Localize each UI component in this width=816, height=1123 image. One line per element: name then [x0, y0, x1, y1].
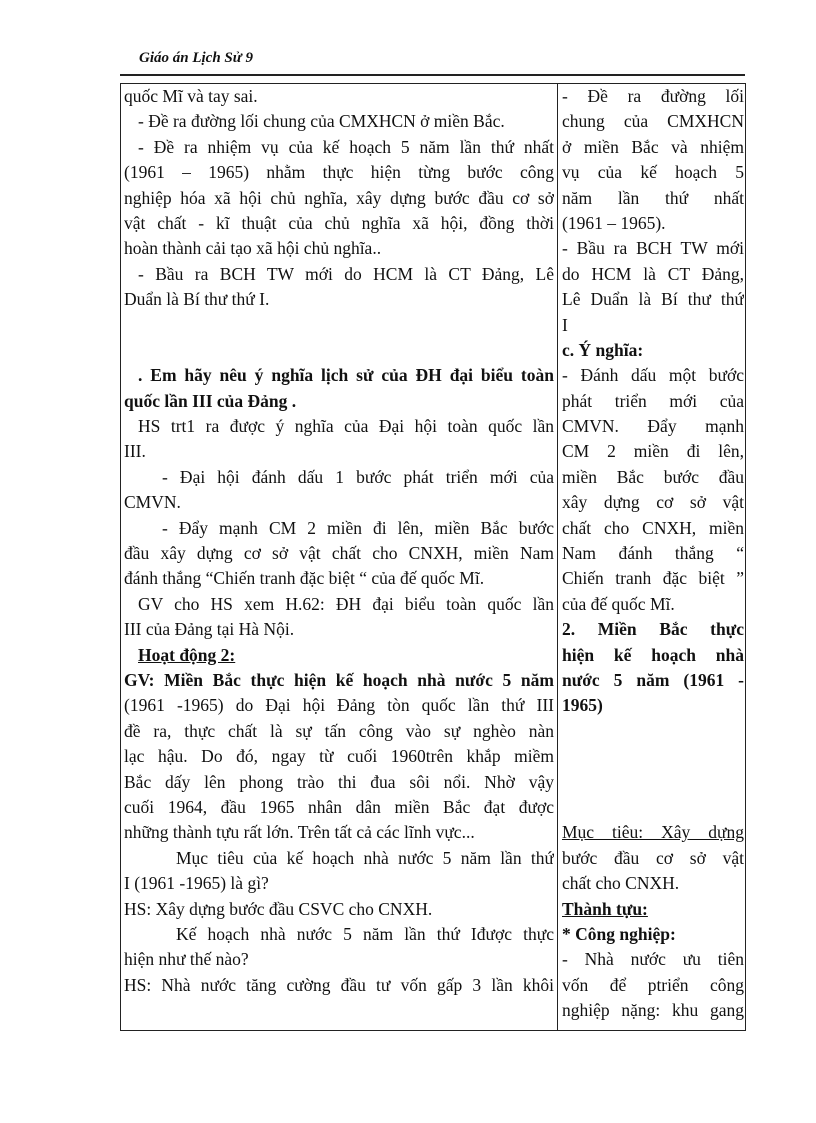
spacer — [124, 338, 554, 363]
question-line: Mục tiêu của kế hoạch nhà nước 5 năm lần thứ — [176, 847, 554, 868]
lesson-table — [120, 83, 746, 1031]
section-heading: hiện kế hoạch nhà — [562, 644, 744, 665]
text-line: lạc hậu. Do đó, ngay từ cuối 1960trên khắp miềm — [124, 746, 554, 767]
text-line: GV: Miền Bắc thực hiện kế hoạch nhà nước 5 năm — [124, 669, 554, 690]
text-line: Chiến tranh đặc biệt ” — [562, 568, 744, 589]
section-heading: nước 5 năm (1961 - — [562, 669, 744, 690]
text-line: cuối 1964, đầu 1965 nhân dân miền Bắc đạt được — [124, 796, 554, 817]
text-line: HS trt1 ra được ý nghĩa của Đại hội toàn quốc lần — [138, 416, 554, 437]
content-column — [562, 84, 744, 1023]
text-line: (1961 -1965) do Đại hội Đảng tòn quốc lần thứ III — [124, 695, 554, 716]
text-line: HS: Xây dựng bước đầu CSVC cho CNXH. — [124, 898, 433, 919]
text-line: chung của CMXHCN — [562, 111, 744, 132]
section-heading: 1965) — [562, 695, 603, 716]
text-line: CMVN. Đẩy mạnh — [562, 416, 744, 437]
text-line: Nam đánh thắng “ — [562, 543, 744, 564]
column-divider — [557, 84, 558, 1030]
header-rule — [120, 74, 745, 76]
text-line: - Nhà nước ưu tiên — [562, 949, 744, 970]
question-line: . Em hãy nêu ý nghĩa lịch sử của ĐH đại biểu toàn — [138, 365, 554, 386]
text-line: những thành tựu rất lớn. Trên tất cả các lĩnh vực... — [124, 822, 475, 843]
question-line: quốc lần III của Đảng . — [124, 390, 297, 411]
text-line: bước đầu cơ sở vật — [562, 847, 744, 868]
text-line: I — [562, 314, 568, 335]
text-line: CM 2 miền đi lên, — [562, 441, 744, 462]
spacer — [562, 795, 744, 820]
text-line: - Đẩy mạnh CM 2 miền đi lên, miền Bắc bước — [162, 517, 554, 538]
text-line: nghiệp nặng: khu gang — [562, 1000, 744, 1021]
text-line: vụ của kế hoạch 5 — [562, 162, 744, 183]
activity-heading: Hoạt động 2: — [138, 644, 236, 665]
text-line: ở miền Bắc và nhiệm — [562, 136, 744, 157]
page-header: Giáo án Lịch Sử 9 — [139, 50, 254, 66]
question-line: I (1961 -1965) là gì? — [124, 873, 269, 894]
text-line: - Bầu ra BCH TW mới — [562, 238, 744, 259]
spacer — [562, 770, 744, 795]
text-line: HS: Nhà nước tăng cường đầu tư vốn gấp 3 lần khôi — [124, 974, 554, 995]
subsection-heading: Thành tựu: — [562, 898, 648, 919]
text-line: - Bầu ra BCH TW mới do HCM là CT Đảng, Lê — [138, 263, 554, 284]
text-line: - Đề ra đường lối — [562, 86, 744, 106]
section-heading: 2. Miền Bắc thực — [562, 619, 744, 640]
text-line: chất cho CNXH, miền — [562, 517, 744, 538]
activities-column — [124, 84, 554, 998]
text-line: năm lần thứ nhất — [562, 187, 744, 208]
text-line: nghiệp hóa xã hội chủ nghĩa, xây dựng bước đầu cơ sở — [124, 187, 554, 208]
text-line: quốc Mĩ và tay sai. — [124, 86, 258, 106]
text-line: III. — [124, 441, 146, 462]
text-line: III của Đảng tại Hà Nội. — [124, 619, 295, 640]
spacer — [124, 313, 554, 338]
subsection-heading: Mục tiêu: Xây dựng — [562, 822, 744, 843]
text-line: đánh thắng “Chiến tranh đặc biệt “ của đế quốc Mĩ. — [124, 568, 485, 589]
text-line: hoàn thành cải tạo xã hội chủ nghĩa.. — [124, 238, 382, 259]
text-line: do HCM là CT Đảng, — [562, 263, 744, 284]
text-line: Lê Duẩn là Bí thư thứ — [562, 289, 744, 310]
question-line: Kế hoạch nhà nước 5 năm lần thứ Iđược thực — [176, 923, 554, 944]
spacer — [562, 719, 744, 744]
text-line: (1961 – 1965) nhằm thực hiện từng bước công — [124, 162, 554, 183]
text-line: vật chất - kĩ thuật của chủ nghĩa xã hội, đồng thời — [124, 212, 554, 233]
text-line: chất cho CNXH. — [562, 873, 680, 894]
question-line: hiện như thế nào? — [124, 949, 249, 970]
spacer — [562, 744, 744, 769]
text-line: GV cho HS xem H.62: ĐH đại biểu toàn quốc lần — [138, 593, 554, 614]
text-line: xây dựng cơ sở vật — [562, 492, 744, 513]
text-line: (1961 – 1965). — [562, 212, 666, 233]
text-line: Bắc dấy lên phong trào thi đua sôi nổi. Nhờ vậy — [124, 771, 554, 792]
text-line: của đế quốc Mĩ. — [562, 593, 675, 614]
text-line: vốn để ptriển công — [562, 974, 744, 995]
text-line: đề ra, thực chất là sự tấn công vào sự nghèo nàn — [124, 720, 554, 741]
section-heading: c. Ý nghĩa: — [562, 339, 644, 360]
text-line: - Đại hội đánh dấu 1 bước phát triển mới của — [162, 466, 554, 487]
text-line: Duẩn là Bí thư thứ I. — [124, 289, 270, 310]
text-line: phát triển mới của — [562, 390, 744, 411]
text-line: - Đề ra đường lối chung của CMXHCN ở miền Bắc. — [138, 111, 505, 132]
text-line: - Đánh dấu một bước — [562, 365, 744, 386]
text-line: đầu xây dựng cơ sở vật chất cho CNXH, miền Nam — [124, 543, 554, 564]
text-line: CMVN. — [124, 492, 181, 513]
text-line: - Đề ra nhiệm vụ của kế hoạch 5 năm lần thứ nhất — [138, 136, 554, 157]
text-line: miền Bắc bước đầu — [562, 466, 744, 487]
subsection-heading: * Công nghiệp: — [562, 923, 676, 944]
